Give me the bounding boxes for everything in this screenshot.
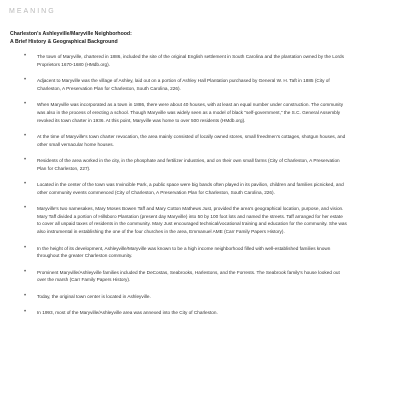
- bullet-text: Residents of the area worked in the city, in the phosphate and fertilizer industries, and on their own small farms (City of Charleston, A Preservation Plan for Charleston, 227).: [37, 158, 340, 171]
- bullet-text: Maryville's two namesakes, Mary Moses Bowen Taff and Mary Cotton Mathews Just, provided the area's geographical location, purpose, and vision. Mary Taff divided a portion of Hillsboro Plantation (present day Maryville) into 50 by 100 foot lots and named the streets. Taff arranged for her estate to cover all unpaid taxes of residents in the community. Mary Just encouraged technical/vocational training and education for the community. She was also instrumental in establishing the one of the four churches in the area, Emmanuel AME (Carr Family Papers History).: [37, 206, 347, 235]
- bullet-item: [24, 53, 370, 68]
- bullet-text: Adjacent to Maryville was the village of Ashley, laid out on a portion of Ashley Hall Plantation purchased by General W. H. Taft in 1885 (City of Charleston, A Preservation Plan for Charleston, South Carolina, 226).: [37, 78, 330, 91]
- bullet-icon: •: [24, 53, 27, 60]
- bullet-text: Prominent Maryville/Ashleyville families included the DeCostas, Seabrooks, Harlestons, and the Forrests. The Seabrook family's house looked out over the marsh (Carr Family Papers History).: [37, 269, 340, 283]
- bullet-text: At the time of Maryville's town charter revocation, the area mainly consisted of locally owned stores, small freedmen's cottages, shotgun houses, and other small vernacular home houses.: [37, 134, 346, 147]
- bullet-text: When Maryville was incorporated as a town in 1886, there were about 40 houses, with at least an equal number under construction. The community was also in the process of erecting a school. Though Maryville was widely seen as a model of black "self-government," the S.C. General Assembly revoked its town charter in 1936. At this point, Maryville was home to over 500 residents (HMdb.org).: [37, 102, 344, 123]
- document-title: Charleston's Ashleyville/Maryville Neighborhood:: [10, 31, 132, 37]
- bullet-icon: •: [24, 77, 27, 84]
- bullet-icon: •: [24, 292, 27, 299]
- bullet-text: In 1993, most of the Maryville/Ashleyville area was annexed into the City of Charleston.: [37, 310, 218, 316]
- bullet-item: [24, 309, 370, 317]
- history-bullet-list: [10, 53, 370, 317]
- bullet-item: [24, 157, 370, 172]
- bullet-text: In the height of its development, Ashleyville/Maryville was known to be a high income neighborhood filled with well-established families known throughout the greater Charleston community.: [37, 245, 331, 259]
- bullet-icon: •: [24, 309, 27, 316]
- bullet-icon: •: [24, 181, 27, 188]
- bullet-item: [24, 133, 370, 148]
- bullet-text: Today, the original town center is located in Ashleyville.: [37, 293, 151, 299]
- document-subtitle: A Brief History & Geographical Background: [10, 38, 118, 45]
- document-page: [10, 31, 370, 393]
- bullet-icon: •: [24, 101, 27, 108]
- bullet-item: [24, 77, 370, 92]
- bullet-icon: •: [24, 133, 27, 140]
- bullet-icon: •: [24, 205, 27, 212]
- bullet-item: [24, 181, 370, 196]
- bullet-text: The town of Maryville, chartered in 1886, included the site of the original English settlement in South Carolina and the plantation owned by the Lords Proprietors 1670-1680 (HMdb.org).: [37, 54, 344, 67]
- bullet-icon: •: [24, 268, 27, 275]
- bullet-text: Located in the center of the town was Invincible Park, a public space were big bands often played in its pavilion, children and families picnicked, and other community events commenced (City of Charleston, A Preservation Plan for Charleston, South Carolina, 226).: [37, 182, 344, 195]
- logo-watermark: MEANING: [9, 8, 56, 15]
- bullet-item: [24, 293, 370, 301]
- bullet-item: [24, 245, 370, 260]
- bullet-item: [24, 205, 370, 235]
- bullet-icon: •: [24, 244, 27, 251]
- bullet-item: [24, 101, 370, 124]
- bullet-item: [24, 269, 370, 284]
- bullet-icon: •: [24, 157, 27, 164]
